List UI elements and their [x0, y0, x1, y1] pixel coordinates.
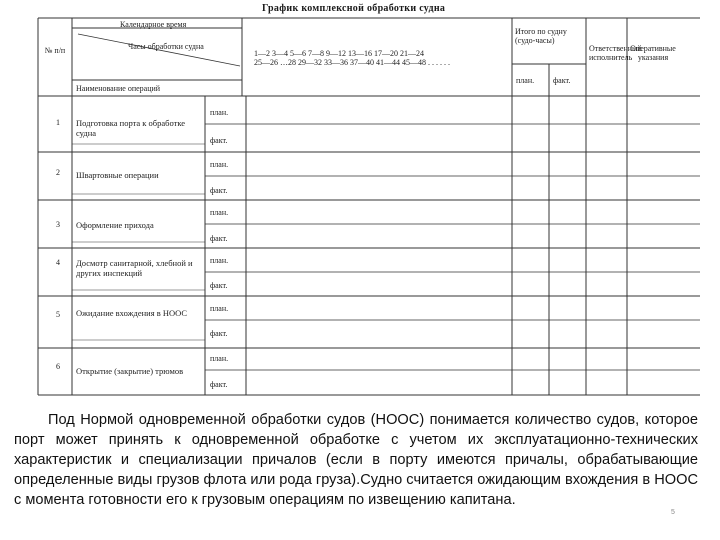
- row-plan-label: план.: [210, 108, 229, 117]
- row-fact-label: факт.: [210, 281, 228, 290]
- header-number: № п/п: [44, 46, 66, 55]
- row-plan-label: план.: [210, 208, 229, 217]
- row-fact-label: факт.: [210, 234, 228, 243]
- header-calendar-time: Календарное время: [120, 20, 187, 29]
- header-hours-row2: 25—26 …28 29—32 33—36 37—40 41—44 45—48 . . . . . .: [254, 58, 450, 67]
- row-fact-label: факт.: [210, 186, 228, 195]
- table-title: График комплексной обработки судна: [262, 3, 446, 14]
- row-number: 2: [56, 168, 60, 177]
- row-number: 1: [56, 118, 60, 127]
- header-hours: Часы обработки судна: [128, 42, 204, 51]
- body-paragraph-text: Под Нормой одновременной обработки судов (НООС) понимается количество судов, которое порт может принять к одновременной обработке с учетом их эксплуатационно-технических характеристик и специализации причалов (если в порту имеются причалы, обрабатывающие определенные виды грузов флота или рода груза).Судно считается ожидающим вхождения в НООС с момента готовности его к грузовым операциям по извещению капитана.: [14, 412, 698, 508]
- header-operative-notes: Оперативные указания: [630, 44, 676, 62]
- row-operation: Досмотр санитарной, хлебной и других инспекций: [76, 258, 193, 278]
- header-fact: факт.: [553, 76, 571, 85]
- row-operation: Подготовка порта к обработке судна: [76, 118, 186, 138]
- row-operation: Открытие (закрытие) трюмов: [76, 366, 184, 376]
- row-fact-label: факт.: [210, 380, 228, 389]
- row-operation: Швартовные операции: [76, 170, 159, 180]
- row-operation: Оформление прихода: [76, 220, 154, 230]
- header-operation-name: Наименование операций: [76, 84, 161, 93]
- row-plan-label: план.: [210, 354, 229, 363]
- row-operation: Ожидание вхождения в НООС: [76, 308, 188, 318]
- header-hours-row1: 1—2 3—4 5—6 7—8 9—12 13—16 17—20 21—24: [254, 49, 424, 58]
- header-responsible: Ответственный исполнитель: [589, 44, 642, 62]
- row-number: 5: [56, 310, 60, 319]
- page-number: 5: [671, 509, 675, 516]
- header-plan: план.: [516, 76, 535, 85]
- row-plan-label: план.: [210, 304, 229, 313]
- row-plan-label: план.: [210, 160, 229, 169]
- row-plan-label: план.: [210, 256, 229, 265]
- body-paragraph: [14, 410, 698, 510]
- row-fact-label: факт.: [210, 136, 228, 145]
- row-fact-label: факт.: [210, 329, 228, 338]
- row-number: 3: [56, 220, 60, 229]
- header-total: Итого по судну (судо-часы): [515, 27, 567, 45]
- row-number: 6: [56, 362, 60, 371]
- row-number: 4: [56, 258, 60, 267]
